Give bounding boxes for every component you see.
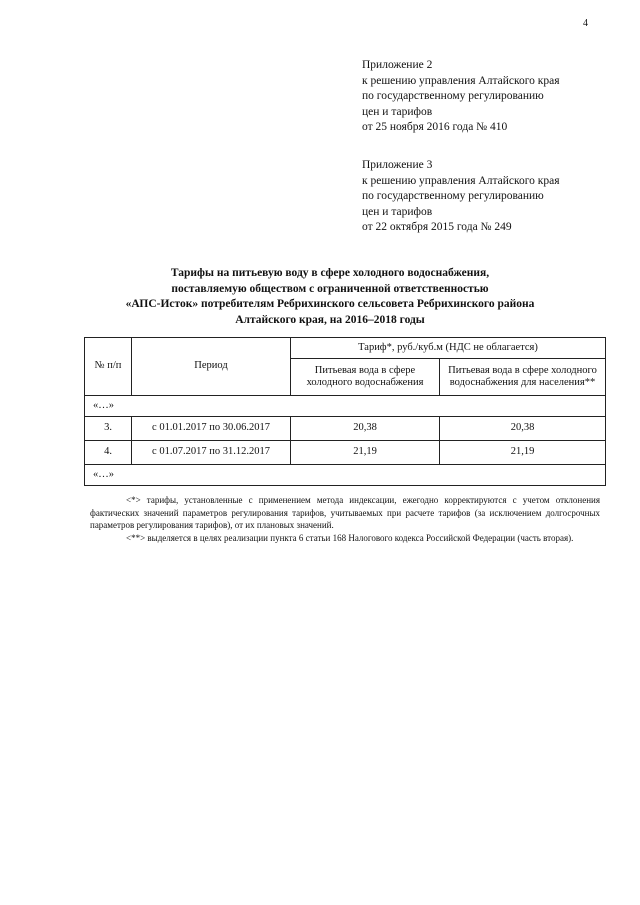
title-line: Тарифы на питьевую воду в сфере холодного водоснабжения, [170,267,490,279]
title-line: поставляемую обществом с ограниченной ответственностью [171,282,489,295]
appendix-3-line: цен и тарифов [362,205,433,218]
footnote-2: <**> выделяется в целях реализации пункта 6 статьи 168 Налогового кодекса Российской Федерации (часть вторая). [126,532,574,543]
appendix-3-line: к решению управления Алтайского края [362,174,560,187]
appendix-2-line: Приложение 2 [362,59,433,71]
table-row-ellipsis [85,465,606,486]
row-value1-cell: 21,19 [291,441,440,465]
document-title [60,266,600,328]
tariff-table [84,337,606,486]
title-line: «АПС-Исток» потребителям Ребрихинского сельсовета Ребрихинского района [125,298,535,310]
row-value2-cell: 20,38 [440,417,606,441]
appendix-2-line: по государственному регулированию [362,90,544,102]
appendix-2-line: к решению управления Алтайского края [362,74,560,87]
row-value1-cell: 20,38 [291,417,440,441]
row-period-cell: с 01.01.2017 по 30.06.2017 [132,417,291,441]
ellipsis-cell: «…» [85,396,606,417]
header-col2: Питьевая вода в сфере холодного водоснабжения для населения** [440,359,606,396]
table-row [85,441,606,465]
page-number: 4 [583,18,588,29]
table-row [85,417,606,441]
footnotes [90,494,600,544]
appendix-3-line: Приложение 3 [362,159,433,171]
row-num-cell: 4. [85,441,132,465]
ellipsis-cell: «…» [85,465,606,486]
appendix-3-block [362,158,560,236]
header-period: Период [132,338,291,396]
appendix-3-line: по государственному регулированию [362,190,544,202]
appendix-3-line: от 22 октября 2015 года № 249 [362,221,512,233]
row-period-cell: с 01.07.2017 по 31.12.2017 [132,441,291,465]
appendix-2-line: от 25 ноября 2016 года № 410 [362,121,508,133]
header-tariff: Тариф*, руб./куб.м (НДС не облагается) [291,338,606,359]
row-num-cell: 3. [85,417,132,441]
appendix-2-line: цен и тарифов [362,105,433,118]
table-row-ellipsis [85,396,606,417]
header-col1: Питьевая вода в сфере холодного водоснабжения [291,359,440,396]
appendix-2-block [362,58,560,136]
title-line: Алтайского края, на 2016–2018 годы [235,313,425,326]
header-num: № п/п [85,338,132,396]
row-value2-cell: 21,19 [440,441,606,465]
footnote-1: <*> тарифы, установленные с применением метода индексации, ежегодно корректируются с учетом отклонения фактических значений параметров регулирования тарифов, учитываемых при расчете тарифов (за исключением долгосрочных параметров регулирования тарифов), от их плановых значений. [90,495,600,530]
table-header-row [85,338,606,359]
